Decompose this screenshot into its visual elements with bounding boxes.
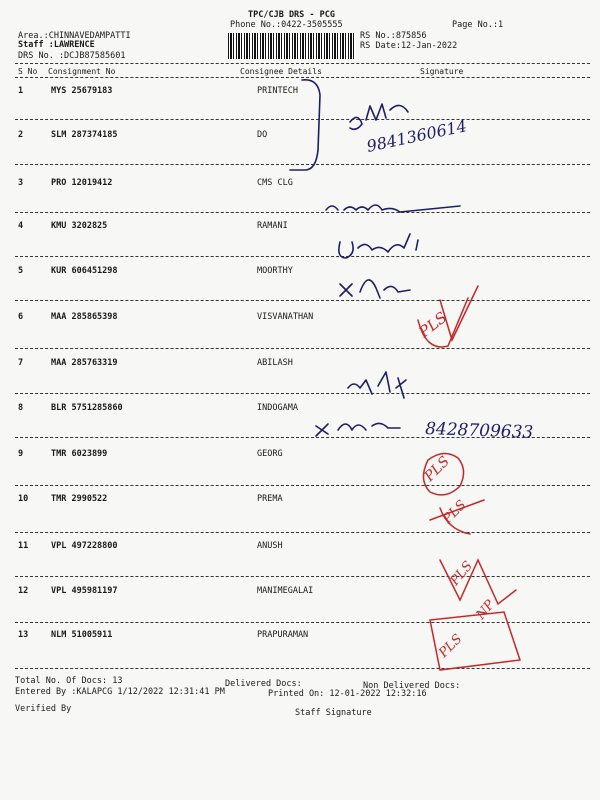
- row-sno: 3: [18, 178, 24, 188]
- signature-row-5: [340, 280, 410, 298]
- row-divider: [15, 119, 590, 120]
- row-divider: [15, 532, 590, 533]
- row-consignment: KUR 606451298: [51, 266, 118, 276]
- row-consignment: NLM 51005911: [51, 630, 113, 640]
- row-sno: 12: [18, 586, 29, 596]
- divider: [15, 668, 590, 669]
- row-consignee: MANIMEGALAI: [257, 586, 314, 596]
- staff-field: Staff :LAWRENCE: [18, 40, 95, 50]
- row-sno: 4: [18, 221, 24, 231]
- non-delivered-docs: Non Delivered Docs:: [363, 681, 461, 691]
- row-sno: 2: [18, 130, 24, 140]
- col-header-consignment: Consignment No: [48, 67, 116, 76]
- row-divider: [15, 348, 590, 349]
- delivered-docs: Delivered Docs:: [225, 679, 302, 689]
- document-title: TPC/CJB DRS - PCG: [248, 10, 335, 20]
- row-sno: 8: [18, 403, 24, 413]
- row-sno: 6: [18, 312, 24, 322]
- row-consignee: ANUSH: [257, 541, 283, 551]
- row-consignment: TMR 2990522: [51, 494, 108, 504]
- rs-number: RS No.:875856: [360, 31, 427, 41]
- row-consignment: SLM 287374185: [51, 130, 118, 140]
- red-circle-mark: [423, 453, 463, 494]
- row-consignee: RAMANI: [257, 221, 288, 231]
- red-mark-row-11: PLS: [447, 558, 476, 589]
- row-consignee: PRINTECH: [257, 86, 298, 96]
- row-sno: 5: [18, 266, 24, 276]
- handwritten-phone-1: 9841360614: [364, 116, 469, 156]
- row-consignment: TMR 6023899: [51, 449, 108, 459]
- row-consignee: PREMA: [257, 494, 283, 504]
- total-docs: Total No. Of Docs: 13: [15, 676, 123, 686]
- row-sno: 1: [18, 86, 24, 96]
- row-consignee: MOORTHY: [257, 266, 293, 276]
- entered-by: Entered By :KALAPCG 1/12/2022 12:31:41 PM: [15, 687, 225, 697]
- row-consignment: MAA 285763319: [51, 358, 118, 368]
- row-consignment: VPL 497228800: [51, 541, 118, 551]
- row-consignee: CMS CLG: [257, 178, 293, 188]
- divider: [15, 63, 590, 64]
- row-divider: [15, 256, 590, 257]
- signature-row-3: [326, 205, 460, 212]
- signature-row-8: [316, 423, 400, 436]
- row-consignee: DO: [257, 130, 268, 140]
- red-stroke-mark: [430, 497, 484, 534]
- row-sno: 13: [18, 630, 29, 640]
- printed-on: Printed On: 12-01-2022 12:32:16: [268, 689, 427, 699]
- red-check-mark: [418, 286, 478, 347]
- red-mark-row-6: PLS: [415, 308, 451, 342]
- row-divider: [15, 212, 590, 213]
- row-consignee: ABILASH: [257, 358, 293, 368]
- row-consignment: MYS 25679183: [51, 86, 113, 96]
- row-consignee: INDOGAMA: [257, 403, 298, 413]
- row-consignment: VPL 495981197: [51, 586, 118, 596]
- staff-signature: Staff Signature: [295, 708, 372, 718]
- phone-number: Phone No.:0422-3505555: [230, 20, 343, 30]
- drs-number: DRS No. :DCJB87585601: [18, 51, 126, 61]
- signature-row-7: [348, 372, 406, 398]
- col-header-sno: S No: [18, 67, 38, 76]
- row-consignee: PRAPURAMAN: [257, 630, 309, 640]
- row-divider: [15, 164, 590, 165]
- area-field: Area.:CHINNAVEDAMPATTI: [18, 31, 131, 41]
- signature-row-4: [339, 234, 418, 258]
- handwritten-phone-2: 8428709633: [424, 419, 534, 443]
- row-consignment: MAA 285865398: [51, 312, 118, 322]
- red-zigzag-mark: [440, 560, 516, 604]
- row-consignment: BLR 5751285860: [51, 403, 123, 413]
- row-consignment: KMU 3202825: [51, 221, 108, 231]
- row-divider: [15, 300, 590, 301]
- col-header-signature: Signature: [420, 67, 464, 76]
- red-mark-row-12: NP: [473, 597, 499, 623]
- red-mark-row-13: PLS: [436, 631, 466, 661]
- row-divider: [15, 437, 590, 438]
- row-consignee: VISVANATHAN: [257, 312, 314, 322]
- signature-row-2: [350, 104, 408, 129]
- red-box-mark: [430, 612, 520, 670]
- row-divider: [15, 485, 590, 486]
- col-header-consignee: Consignee Details: [240, 67, 322, 76]
- barcode: [228, 33, 356, 59]
- row-divider: [15, 576, 590, 577]
- divider: [15, 77, 590, 78]
- row-sno: 10: [18, 494, 29, 504]
- rs-date: RS Date:12-Jan-2022: [360, 41, 458, 51]
- red-mark-row-10: PLS: [440, 497, 470, 527]
- row-sno: 11: [18, 541, 29, 551]
- row-divider: [15, 622, 590, 623]
- row-consignee: GEORG: [257, 449, 283, 459]
- row-sno: 9: [18, 449, 24, 459]
- page-number: Page No.:1: [452, 20, 504, 30]
- row-divider: [15, 393, 590, 394]
- verified-by: Verified By: [15, 704, 72, 714]
- red-mark-row-9: PLS: [421, 453, 453, 485]
- row-consignment: PRO 12019412: [51, 178, 113, 188]
- row-sno: 7: [18, 358, 24, 368]
